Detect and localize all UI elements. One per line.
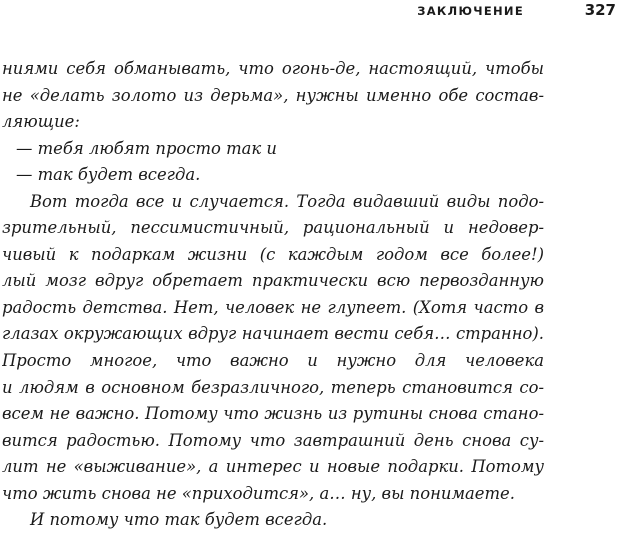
text-line: что жить снова не «приходится», а… ну, вы понимаете. bbox=[2, 483, 515, 503]
text-line: не «делать золото из дерьма», нужны именно обе состав- bbox=[2, 85, 544, 105]
section-title: ЗАКЛЮЧЕНИЕ bbox=[417, 4, 524, 18]
body-text bbox=[2, 56, 544, 534]
text-line: ляющие: bbox=[2, 112, 80, 132]
text-line: и людям в основном безразличного, теперь становится со- bbox=[2, 377, 544, 397]
text-line: — тебя любят просто так и bbox=[16, 138, 277, 158]
text-line: всем не важно. Потому что жизнь из рутины снова стано- bbox=[2, 404, 544, 424]
text-line: Вот тогда все и случается. Тогда видавший виды подо- bbox=[30, 191, 544, 211]
text-line: лит не «выживание», а интерес и новые подарки. Потому bbox=[2, 457, 544, 477]
text-line: лый мозг вдруг обретает практически всю первозданную bbox=[2, 271, 544, 291]
running-head bbox=[0, 1, 620, 23]
text-line: Просто многое, что важно и нужно для человека bbox=[2, 351, 544, 371]
page-number: 327 bbox=[584, 1, 616, 19]
text-line: зрительный, пессимистичный, рациональный и недовер- bbox=[2, 218, 544, 238]
text-line: радость детства. Нет, человек не глупеет. (Хотя часто в bbox=[2, 297, 544, 317]
text-line: чивый к подаркам жизни (с каждым годом все более!) bbox=[2, 244, 544, 264]
text-line: И потому что так будет всегда. bbox=[30, 510, 328, 530]
text-line: глазах окружающих вдруг начинает вести себя… странно). bbox=[2, 324, 544, 344]
text-line: ниями себя обманывать, что огонь-де, настоящий, чтобы bbox=[2, 59, 544, 78]
text-line: — так будет всегда. bbox=[16, 165, 201, 185]
text-line: вится радостью. Потому что завтрашний день снова су- bbox=[2, 430, 544, 450]
